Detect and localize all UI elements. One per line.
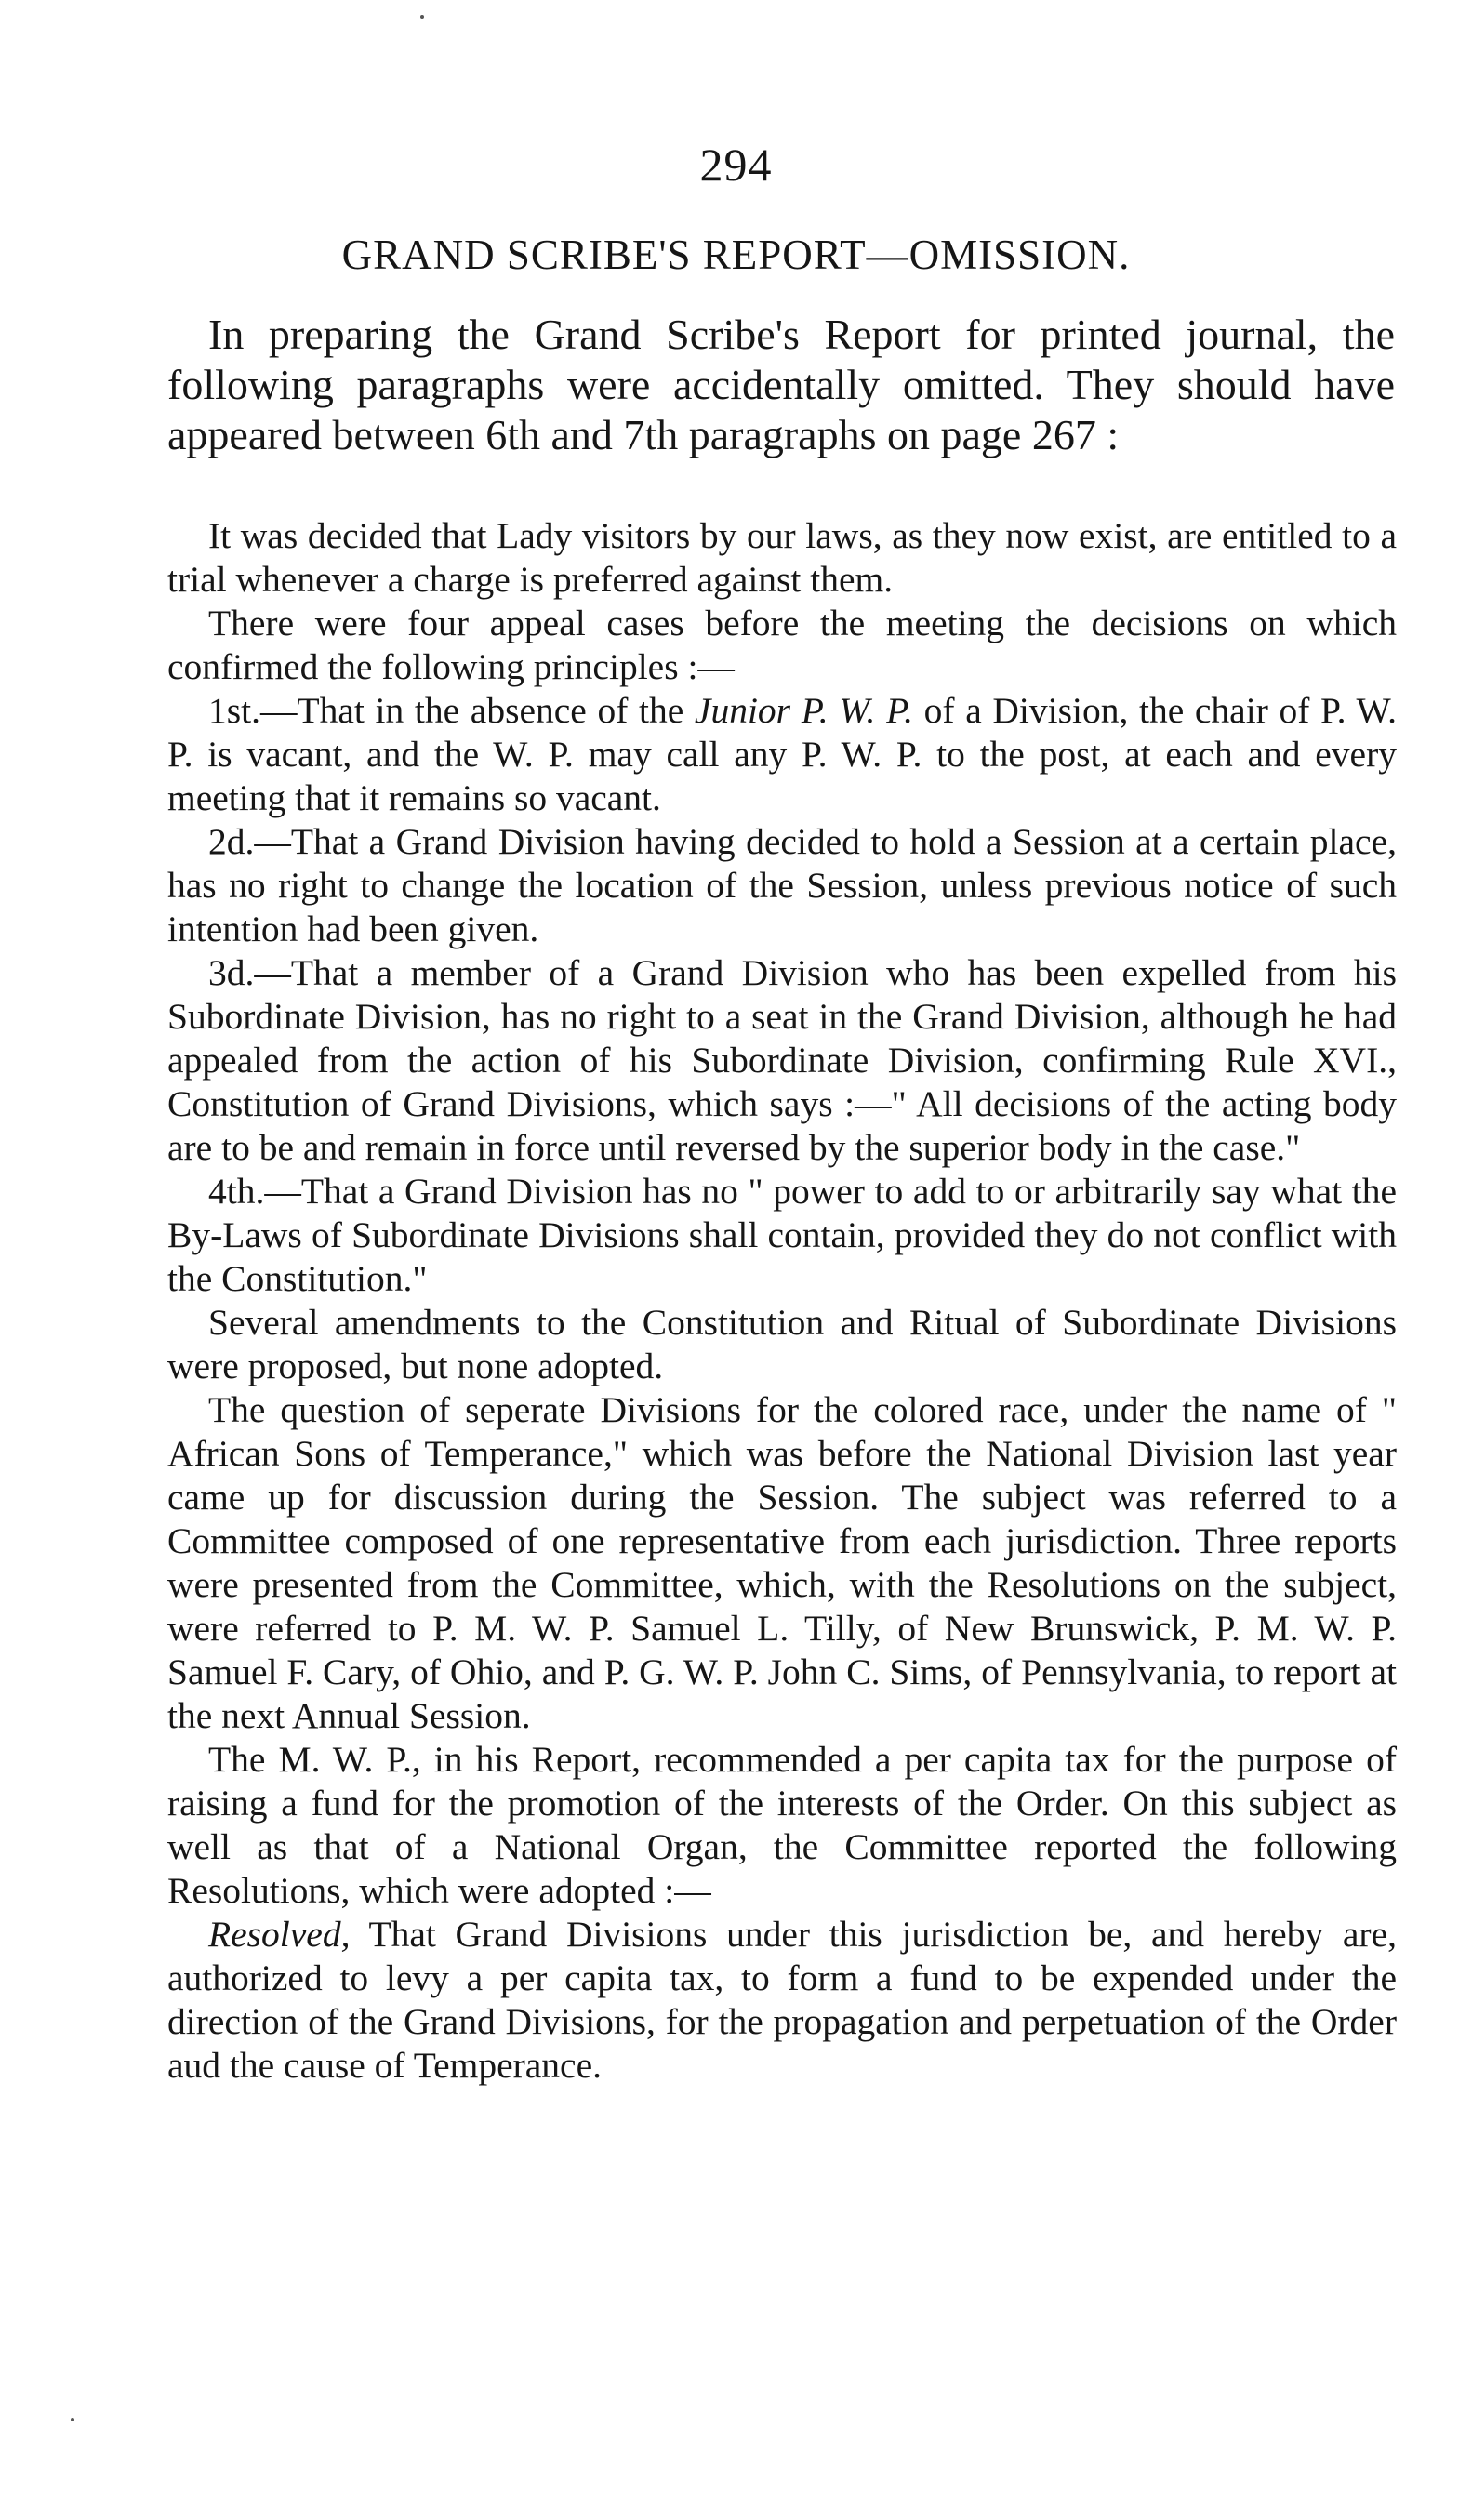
paragraph-lady-visitors: It was decided that Lady visitors by our laws, as they now exist, are entitled to a trial whenever a charge is preferred against them.: [167, 515, 1397, 600]
italic-phrase: Resolved,: [208, 1914, 351, 1955]
ink-speck: [420, 15, 424, 19]
paragraph-resolved: Resolved, That Grand Divisions under this jurisdiction be, and hereby are, authorized to levy a per capita tax, to form a fund to be expended under the direction of the Grand Divisions, for the propagation and perpetuation of the Order aud the cause of Temperance.: [167, 1914, 1397, 2086]
paragraph-principle-2d: 2d.—That a Grand Division having decided to hold a Session at a certain place, has no right to change the location of the Session, unless previous notice of such intention had been given.: [167, 821, 1397, 949]
paragraph-amendments: Several amendments to the Constitution and Ritual of Subordinate Divisions were proposed, but none adopted.: [167, 1302, 1397, 1386]
page-number: 294: [699, 139, 773, 191]
report-body: [167, 514, 1397, 2088]
paragraph-appeal-cases: There were four appeal cases before the meeting the decisions on which confirmed the following principles :—: [167, 603, 1397, 687]
paragraph-per-capita-tax: The M. W. P., in his Report, recommended a per capita tax for the purpose of raising a fund for the promotion of the interests of the Order. On this subject as well as that of a National Organ, the Committee reported the following Resolutions, which were adopted :—: [167, 1739, 1397, 1911]
section-title: GRAND SCRIBE'S REPORT—OMISSION.: [341, 232, 1131, 278]
italic-phrase: Junior P. W. P.: [694, 690, 913, 731]
paragraph-african-sons: The question of seperate Divisions for the colored race, under the name of " African Sons of Temperance," which was before the National Division last year came up for discussion during the Session. The subject was referred to a Committee composed of one representative from each jurisdiction. Three reports were presented from the Committee, which, with the Resolutions on the subject, were referred to P. M. W. P. Samuel L. Tilly, of New Brunswick, P. M. W. P. Samuel F. Cary, of Ohio, and P. G. W. P. John C. Sims, of Pennsylvania, to report at the next Annual Session.: [167, 1389, 1397, 1736]
ink-speck: [71, 2418, 74, 2421]
paragraph-principle-4th: 4th.—That a Grand Division has no " power to add to or arbitrarily say what the By-Laws of Subordinate Divisions shall contain, provided they do not conflict with the Constitution.": [167, 1171, 1397, 1299]
paragraph-principle-3d: 3d.—That a member of a Grand Division who has been expelled from his Subordinate Division, has no right to a seat in the Grand Division, although he had appealed from the action of his Subordinate Division, confirming Rule XVI., Constitution of Grand Divisions, which says :—" All decisions of the acting body are to be and remain in force until reversed by the superior body in the case.": [167, 952, 1397, 1168]
paragraph-principle-1st: 1st.—That in the absence of the Junior P. W. P. of a Division, the chair of P. W. P. is vacant, and the W. P. may call any P. W. P. to the post, at each and every meeting that it remains so vacant.: [167, 690, 1397, 818]
intro-paragraph: In preparing the Grand Scribe's Report for printed journal, the following paragraphs were accidentally omitted. They should have appeared between 6th and 7th paragraphs on page 267 :: [167, 311, 1395, 458]
